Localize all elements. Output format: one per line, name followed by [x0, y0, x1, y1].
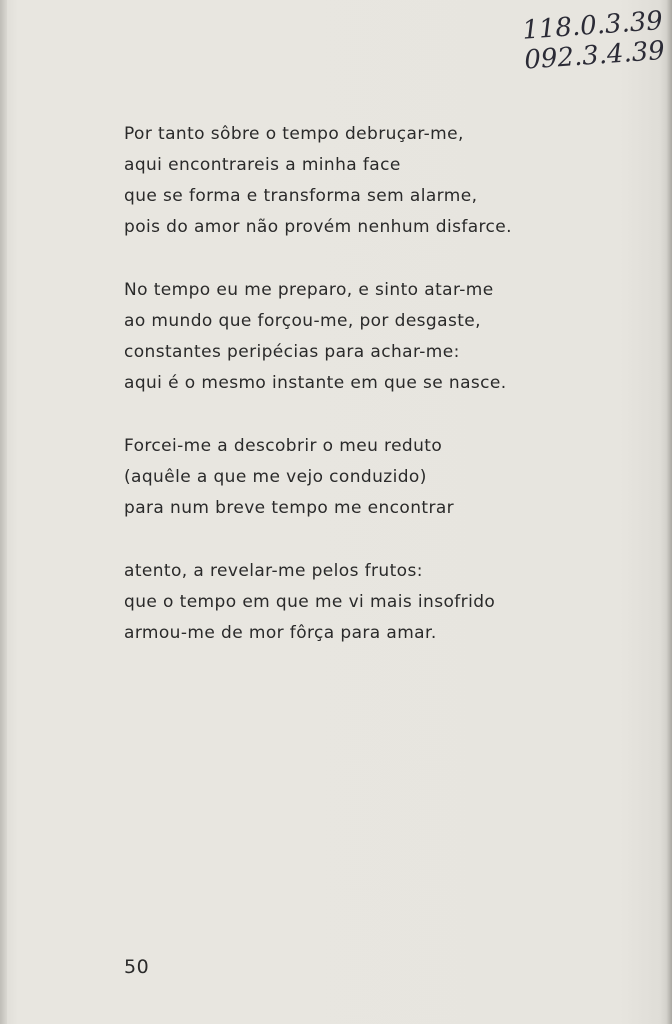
page-number: 50	[124, 956, 150, 978]
stanza-4	[124, 556, 644, 649]
catalog-note-line-1: 118.0.3.39	[521, 6, 665, 46]
page-right-edge	[666, 0, 672, 1024]
poem-line: armou-me de mor fôrça para amar.	[124, 623, 437, 643]
poem-line: para num breve tempo me encontrar	[124, 498, 455, 518]
catalog-note-line-2: 092.3.4.39	[523, 35, 667, 76]
poem-line: que se forma e transforma sem alarme,	[124, 186, 478, 206]
page-left-edge	[0, 0, 7, 1024]
poem-line: Por tanto sôbre o tempo debruçar-me,	[124, 124, 464, 144]
poem-line: que o tempo em que me vi mais insofrido	[124, 592, 496, 612]
handwritten-catalog-note	[522, 6, 666, 76]
poem-line: (aquêle a que me vejo conduzido)	[124, 467, 427, 487]
poem-line: ao mundo que forçou-me, por desgaste,	[124, 311, 481, 331]
stanza-1	[124, 119, 644, 243]
stanza-3	[124, 431, 644, 524]
poem-line: No tempo eu me preparo, e sinto atar-me	[124, 280, 494, 300]
poem-line: Forcei-me a descobrir o meu reduto	[124, 436, 443, 456]
poem-line: pois do amor não provém nenhum disfarce.	[124, 217, 512, 237]
poem	[124, 119, 644, 681]
poem-line: constantes peripécias para achar-me:	[124, 342, 460, 362]
stanza-2	[124, 275, 644, 399]
poem-line: aqui encontrareis a minha face	[124, 155, 401, 175]
poem-line: atento, a revelar-me pelos frutos:	[124, 561, 423, 581]
poem-line: aqui é o mesmo instante em que se nasce.	[124, 373, 507, 393]
